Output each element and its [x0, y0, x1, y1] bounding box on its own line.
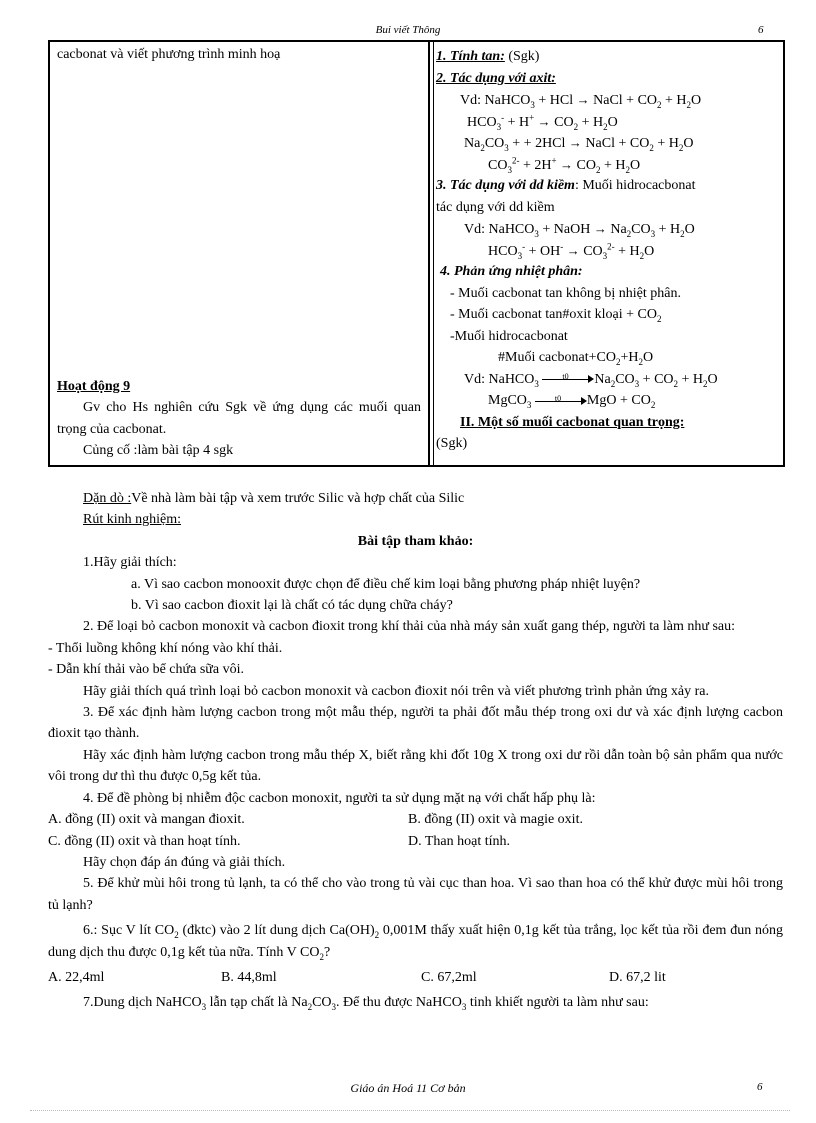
equation-nahco3-hcl: Vd: NaHCO$_3$ + HCl → NaCl + $CO_2 + H_2O$	[460, 92, 702, 110]
question-6-options	[48, 967, 783, 988]
teacher-activity-column	[57, 44, 421, 462]
question-7: 7.Dung dịch NaHCO$_3$ lẫn tạp chất là $Na_2CO_3$. Để thu được NaHCO$_3$ tinh khiết người ta làm như sau:	[83, 995, 649, 1013]
option-6c: C. 67,2ml	[421, 969, 477, 985]
section-4-line4: #Muối $cacbonat+CO_2+H_2O$	[498, 350, 654, 367]
equation-hco3-h: $HCO_3^- + H^+ \to CO_2 + H_2O$	[467, 111, 618, 132]
section-4-line1: - Muối cacbonat tan không bị nhiệt phân.	[450, 285, 681, 301]
left-top-line: cacbonat và viết phương trình minh hoạ	[57, 47, 281, 62]
equation-mgco3-heat: MgCO$_3$ t0 MgO + $CO_2$	[488, 393, 656, 410]
equation-nahco3-naoh: Vd: NaHCO$_3$ + NaOH → $Na_2CO_3 + H_2O$	[464, 221, 695, 239]
section-3-line: 3. Tác dụng với dd kiềm: Muối hidrocacbonat	[436, 178, 696, 193]
equation-nahco3-heat: Vd: NaHCO$_3$ t0 $Na_2CO_3 + CO_2 + H_2O$	[464, 371, 718, 389]
question-6: 6.: Sục V lít $CO_2$ (đktc) vào 2 lít dung dịch $Ca(OH)_2$ 0,001M thấy xuất hiện 0,1g kết tủa trắng, lọc kết tủa rồi đem đun nóng dung dịch thu được 0,1g kết tủa nữa. Tính V $CO_2$?	[48, 923, 783, 962]
question-2a: - Thổi luồng không khí nóng vào khí thải.	[48, 640, 283, 656]
reference-exercises-title: Bài tập tham khảo:	[357, 533, 474, 549]
table-divider	[428, 42, 434, 465]
question-4-options-cd	[48, 831, 783, 852]
lessons-learned: Rút kinh nghiệm:	[83, 512, 181, 528]
question-1a: a. Vì sao cacbon monooxit được chọn để điều chế kim loại bằng phương pháp nhiệt luyện?	[131, 576, 641, 592]
heat-arrow-icon: t0	[535, 396, 587, 406]
section-solubility: 1. Tính tan: (Sgk)	[436, 49, 540, 64]
page-footer-title: Giáo án Hoá 11 Cơ bản	[350, 1081, 466, 1095]
option-6b: B. 44,8ml	[221, 969, 277, 985]
question-3b: Hãy xác định hàm lượng cacbon trong mẫu thép X, biết rằng khi đốt 10g X trong oxi dư rồi dẫn toàn bộ sản phẩm qua nước vôi trong dư thì thu được 0,5g kết tủa.	[48, 747, 783, 785]
section-1-title: 1. Tính tan:	[436, 49, 505, 64]
section-3-title: 3. Tác dụng với dd kiềm	[436, 178, 575, 193]
activity-9-body: Gv cho Hs nghiên cứu Sgk về ứng dụng các muối quan trọng của cacbonat.	[57, 400, 421, 437]
equation-na2co3-hcl: $Na_2CO_3$ + + 2HCl → NaCl + $CO_2 + H_2O$	[464, 135, 694, 153]
section-ii-title: II. Một số muối cacbonat quan trọng:	[460, 414, 685, 430]
option-4b: B. đồng (II) oxit và magie oxit.	[408, 812, 583, 828]
question-4: 4. Để đề phòng bị nhiễm độc cacbon monoxit, người ta sử dụng mặt nạ với chất hấp phụ là:	[83, 790, 596, 806]
section-4-line3: -Muối hidrocacbonat	[450, 328, 568, 344]
section-4-line2: - Muối cacbonat tan#oxit kloại + $CO_2$	[450, 307, 662, 324]
equation-co3-2h: $CO_3^{2-} + 2H^+ \to CO_2 + H_2O$	[488, 154, 641, 175]
page-footer-number: 6	[757, 1081, 763, 1093]
question-1b: b. Vì sao cacbon đioxit lại là chất có tác dụng chữa cháy?	[131, 598, 453, 614]
section-ii-ref: (Sgk)	[436, 436, 468, 451]
section-3-line2: tác dụng với dd kiềm	[436, 199, 555, 215]
option-4d: D. Than hoạt tính.	[408, 833, 511, 849]
homework-line: Dặn dò :Về nhà làm bài tập và xem trước Silic và hợp chất của Silic	[83, 491, 465, 506]
section-4-title: 4. Phản ứng nhiệt phân:	[440, 264, 583, 279]
question-1: 1.Hãy giải thích:	[83, 555, 177, 571]
heat-arrow-icon: t0	[542, 374, 594, 384]
option-4c: C. đồng (II) oxit và than hoạt tính.	[48, 833, 241, 849]
exercise-section	[48, 488, 783, 1014]
content-column	[436, 46, 781, 455]
page-header-author: Bui viết Thông	[375, 24, 441, 36]
lesson-table	[48, 40, 785, 467]
question-4-options-ab	[48, 809, 783, 830]
question-2b: - Dẫn khí thải vào bể chứa sữa vôi.	[48, 662, 244, 678]
page-header-number: 6	[758, 24, 764, 36]
consolidation-note: Củng cố :làm bài tập 4 sgk	[83, 443, 234, 458]
option-6a: A. 22,4ml	[48, 969, 105, 985]
option-4a: A. đồng (II) oxit và mangan đioxit.	[48, 812, 245, 828]
section-2-title: 2. Tác dụng với axit:	[436, 70, 556, 86]
page-bottom-divider	[30, 1110, 790, 1111]
question-2: 2. Để loại bỏ cacbon monoxit và cacbon đioxit trong khí thải của nhà máy sản xuất gang thép, người ta làm như sau:	[83, 619, 736, 635]
equation-hco3-oh: $HCO_3^- + OH^- \to CO_3^{2-} + H_2O$	[488, 240, 655, 261]
option-6d: D. 67,2 lit	[609, 969, 666, 985]
question-3: 3. Để xác định hàm lượng cacbon trong một mẫu thép, người ta phải đốt mẫu thép trong oxi dư và xác định lượng cacbon đioxit tạo thành.	[48, 705, 783, 742]
question-5: 5. Để khử mùi hôi trong tủ lạnh, ta có thể cho vào trong tủ vài cục than hoa. Vì sao than hoa có thể khử được mùi hôi trong tủ lạnh?	[48, 876, 783, 913]
activity-9-title: Hoạt động 9	[57, 378, 131, 394]
question-4-instruction: Hãy chọn đáp án đúng và giải thích.	[83, 854, 286, 870]
question-2c: Hãy giải thích quá trình loại bỏ cacbon monoxit và cacbon đioxit nói trên và viết phương trình phản ứng xảy ra.	[83, 683, 709, 699]
